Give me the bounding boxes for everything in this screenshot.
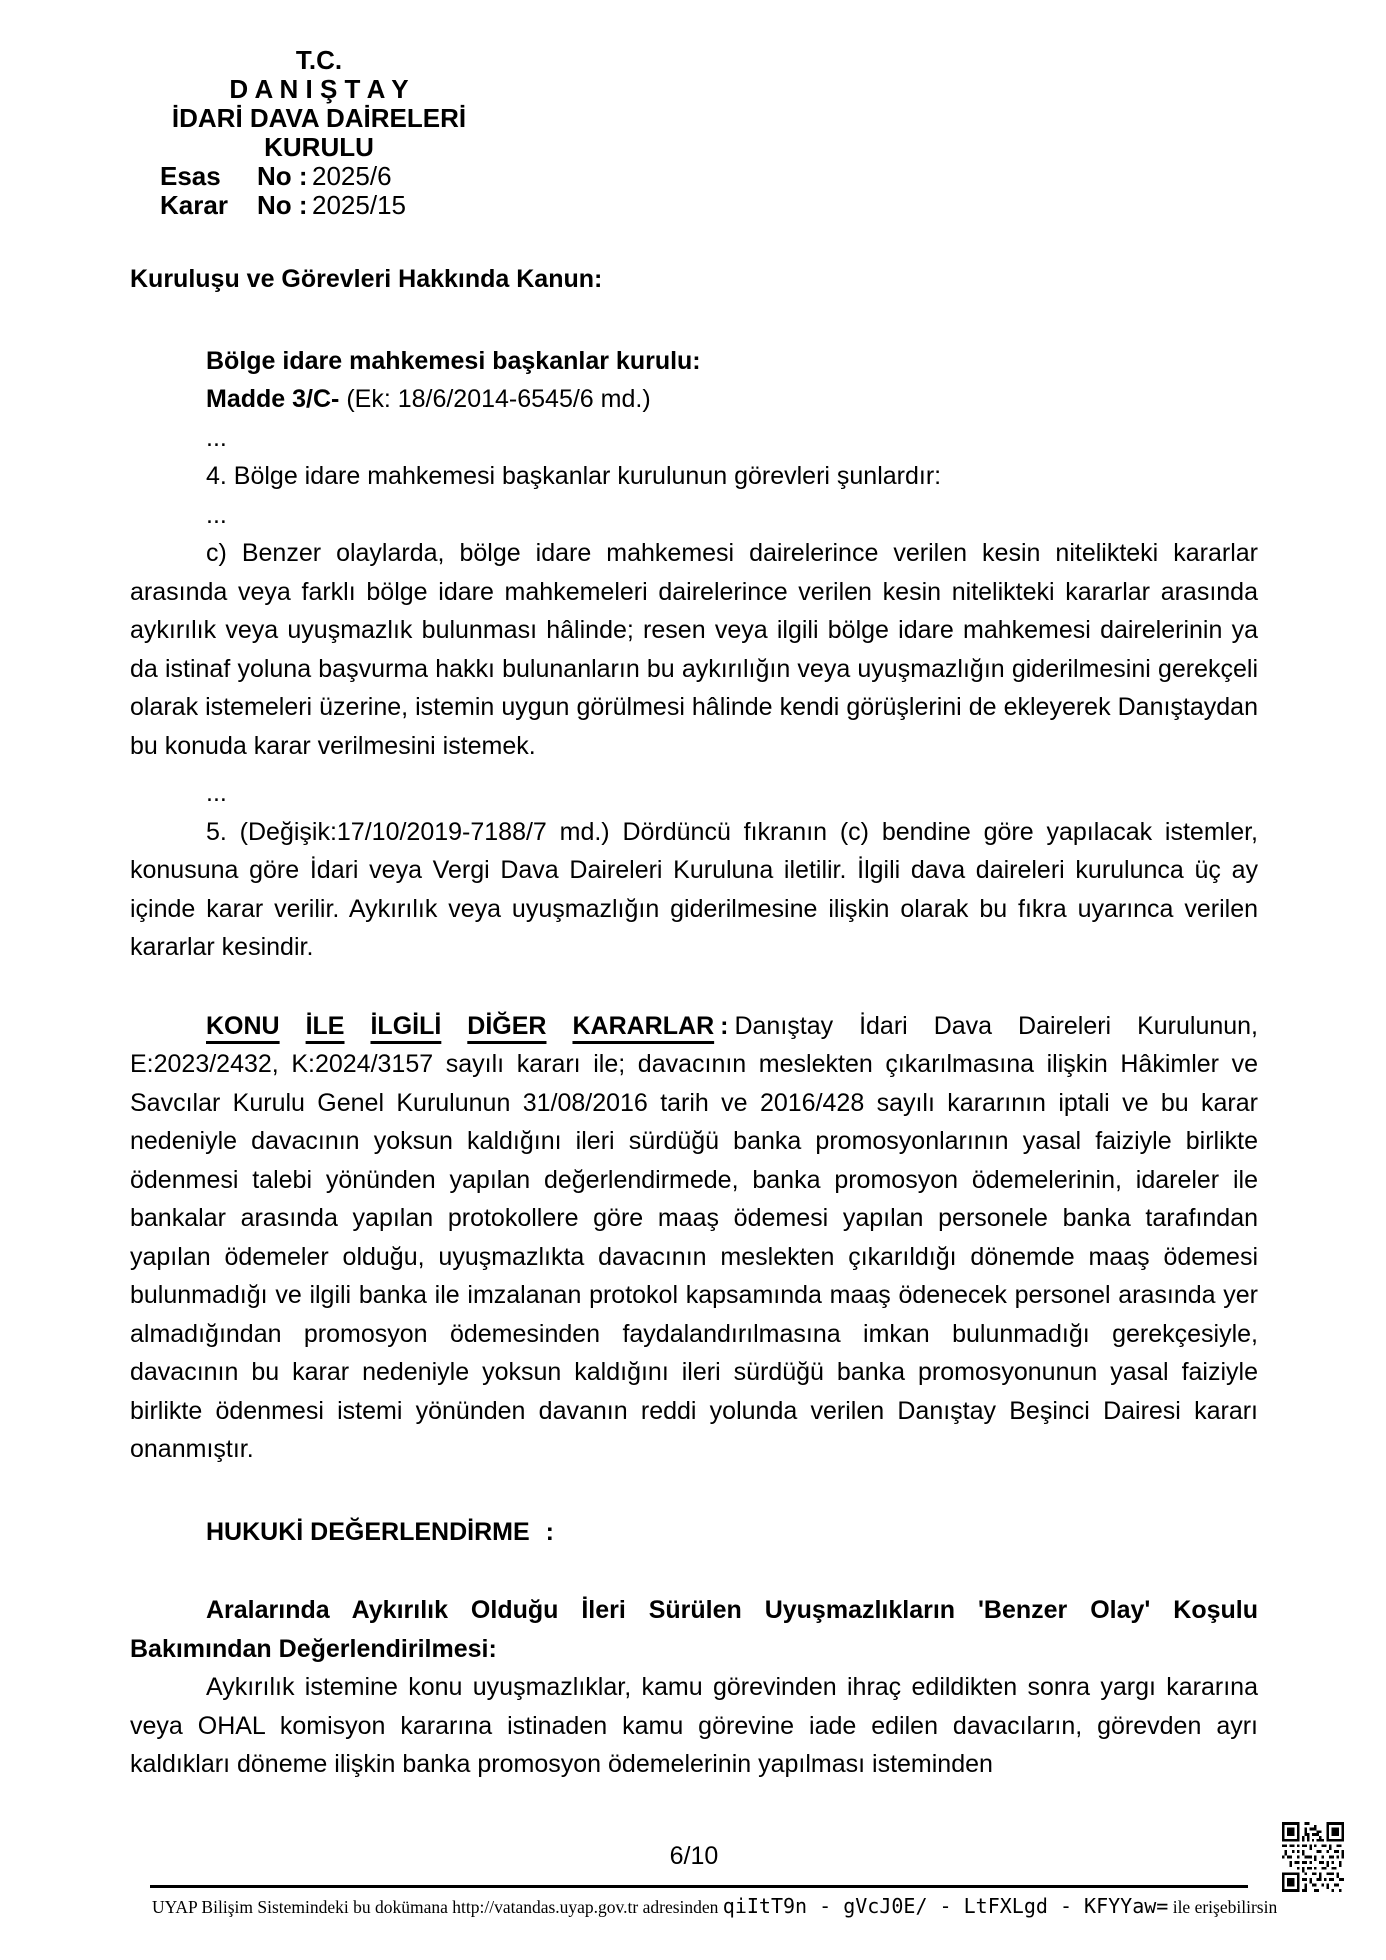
page-number: 6/10	[669, 1842, 719, 1870]
esas-value: 2025/6	[312, 161, 392, 191]
hukuki-colon: :	[545, 1517, 554, 1546]
section-title-kurulus: Kuruluşu ve Görevleri Hakkında Kanun:	[130, 265, 603, 293]
konu-colon: :	[720, 1011, 729, 1040]
court-header	[160, 46, 478, 220]
karar-value: 2025/15	[312, 190, 406, 220]
esas-label: Esas	[160, 161, 221, 191]
esas-number-row	[160, 162, 478, 191]
madde-label: Madde 3/C-	[206, 385, 340, 413]
document-body	[130, 260, 1258, 1784]
karar-label: Karar	[160, 190, 228, 220]
madde-line	[130, 380, 1258, 419]
header-board-name: KURULU	[264, 132, 374, 162]
access-prefix: UYAP Bilişim Sistemindeki bu dokümana http://vatandas.uyap.gov.tr adresinden	[152, 1897, 719, 1917]
heading-bolge-kurulu: Bölge idare mahkemesi başkanlar kurulu:	[206, 346, 701, 375]
ellipsis-line: ...	[206, 423, 227, 452]
ellipsis-line: ...	[206, 779, 227, 807]
qr-code	[1282, 1822, 1344, 1892]
karar-no-label: No :	[257, 190, 308, 220]
access-code: qiItT9n - gVcJ0E/ - LtFXLgd - KFYYaw=	[722, 1894, 1169, 1918]
konu-heading: KONU İLE İLGİLİ DİĞER KARARLAR	[206, 1011, 715, 1040]
paragraph-5: 5. (Değişik:17/10/2019-7188/7 md.) Dördüncü fıkranın (c) bendine göre yapılacak istemler, konusuna göre İdari veya Vergi Dava Daireleri Kuruluna iletilir. İlgili dava daireleri kurulunca üç ay içinde karar verilir. Aykırılık veya uyuşmazlığın giderilmesine ilişkin olarak bu fıkra uyarınca verilen kararlar kesindir.	[130, 817, 1258, 961]
heading-hukuki-degerlendirme	[130, 1513, 1258, 1552]
karar-number-row	[160, 191, 478, 220]
heading-benzer-olay: Aralarında Aykırılık Olduğu İleri Sürülen Uyuşmazlıkların 'Benzer Olay' Koşulu Bakımından Değerlendirilmesi:	[130, 1596, 1258, 1663]
header-court-name: D A N I Ş T A Y	[229, 74, 409, 104]
footer-access-note	[152, 1892, 1352, 1921]
konu-text: Danıştay İdari Dava Daireleri Kurulunun, E:2023/2432, K:2024/3157 sayılı kararı ile; davacının meslekten çıkarılmasına ilişkin Hâkimler ve Savcılar Kurulu Genel Kurulunun 31/08/2016 tarih ve 2016/428 sayılı kararının iptali ve bu karar nedeniyle davacının yoksun kaldığını ileri sürdüğü banka promosyonlarının yasal faiziyle birlikte ödenmesi talebi yönünden yapılan değerlendirmede, banka promosyon ödemelerinin, idareler ile bankalar arasında yapılan protokollere göre maaş ödemesi yapılan personele banka tarafından yapılan ödemeler olduğu, uyuşmazlıkta davacının meslekten çıkarıldığı dönemde maaş ödemesi bulunmadığı ve ilgili banka ile imzalanan protokol kapsamında maaş ödenecek personel arasında yer almadığından promosyon ödemesinden faydalandırılmasına imkan bulunmadığı gerekçesiyle, davacının bu karar nedeniyle yoksun kaldığını ileri sürdüğü banka promosyonunun yasal faiziyle birlikte ödenmesi istemi yönünden davanın reddi yolunda verilen Danıştay Beşinci Dairesi kararı onanmıştır.	[130, 1011, 1259, 1463]
footer-divider	[150, 1885, 1248, 1888]
header-chamber-name: İDARİ DAVA DAİRELERİ	[171, 103, 467, 133]
madde-note: (Ek: 18/6/2014-6545/6 md.)	[346, 385, 651, 413]
esas-no-label: No :	[257, 161, 308, 191]
access-suffix: ile erişebilirsin	[1172, 1897, 1278, 1917]
paragraph-konu-kararlar	[130, 1007, 1258, 1469]
paragraph-aykirilik: Aykırılık istemine konu uyuşmazlıklar, kamu görevinden ihraç edildikten sonra yargı kararına veya OHAL komisyon kararına istinaden kamu görevine iade edilen davacıların, görevden ayrı kaldıkları döneme ilişkin banka promosyon ödemelerinin yapılması isteminden	[130, 1673, 1258, 1778]
ellipsis-line: ...	[206, 500, 227, 529]
item-4-line: 4. Bölge idare mahkemesi başkanlar kurulunun görevleri şunlardır:	[206, 462, 942, 490]
hukuki-heading-text: HUKUKİ DEĞERLENDİRME	[206, 1517, 530, 1546]
paragraph-c: c) Benzer olaylarda, bölge idare mahkemesi dairelerince verilen kesin nitelikteki kararlar arasında veya farklı bölge idare mahkemeleri dairelerince verilen kesin nitelikteki kararlar arasında aykırılık veya uyuşmazlık bulunması hâlinde; resen veya ilgili bölge idare mahkemesi dairelerinin ya da istinaf yoluna başvurma hakkı bulunanların bu aykırılığın veya uyuşmazlığın giderilmesini gerekçeli olarak istemeleri üzerine, istemin uygun görülmesi hâlinde kendi görüşlerini de ekleyerek Danıştaydan bu konuda karar verilmesini istemek.	[130, 539, 1258, 760]
header-tc: T.C.	[295, 45, 343, 75]
